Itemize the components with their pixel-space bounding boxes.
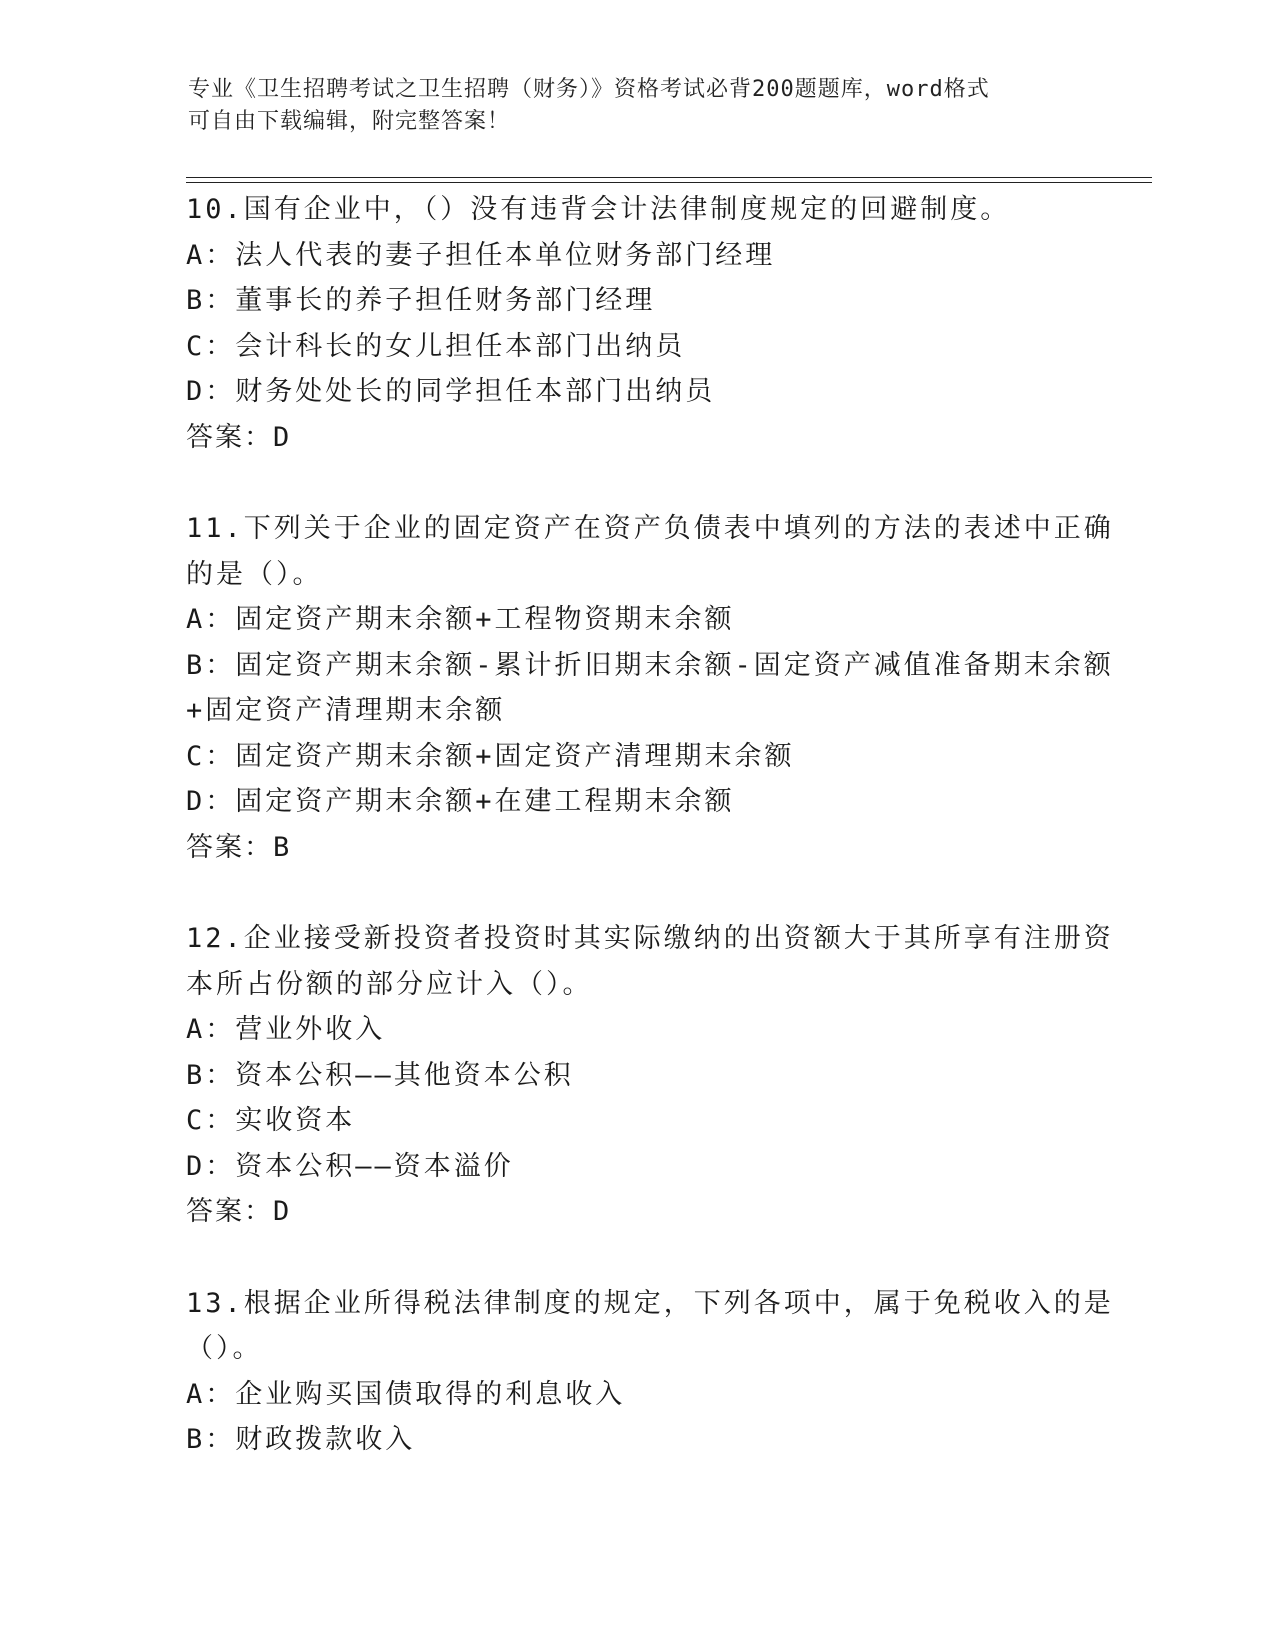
option-line: B：财政拨款收入 (186, 1424, 416, 1455)
option-line: A：法人代表的妻子担任本单位财务部门经理 (186, 239, 776, 271)
option-line: B：资本公积——其他资本公积 (186, 1059, 574, 1091)
question-stem: 12.企业接受新投资者投资时其实际缴纳的出资额大于其所享有注册资 (186, 923, 1114, 954)
answer-line: 答案：D (186, 1196, 292, 1227)
question-stem: （）。 (186, 1333, 263, 1364)
option-line: D：固定资产期末余额+在建工程期末余额 (186, 786, 735, 817)
option-line: D：财务处处长的同学担任本部门出纳员 (186, 376, 716, 407)
option-line: A：企业购买国债取得的利息收入 (186, 1378, 626, 1410)
answer-line: 答案：D (186, 421, 292, 453)
option-line: A：营业外收入 (186, 1014, 386, 1045)
option-line: C：实收资本 (186, 1105, 356, 1136)
option-line: A：固定资产期末余额+工程物资期末余额 (186, 604, 735, 635)
question-stem: 10.国有企业中，（）没有违背会计法律制度规定的回避制度。 (186, 194, 1011, 225)
answer-line: 答案：B (186, 831, 292, 863)
option-line: B：董事长的养子担任财务部门经理 (186, 285, 656, 316)
question-block (186, 916, 1114, 1235)
question-block (186, 506, 1114, 870)
option-line: +固定资产清理期末余额 (186, 695, 506, 726)
question-block (186, 187, 1086, 460)
question-stem: 本所占份额的部分应计入（）。 (186, 968, 593, 1000)
document-header (188, 74, 1068, 138)
question-stem: 11.下列关于企业的固定资产在资产负债表中填列的方法的表述中正确 (186, 513, 1114, 544)
question-list (186, 187, 1114, 1509)
option-line: C：固定资产期末余额+固定资产清理期末余额 (186, 740, 795, 772)
question-stem: 13.根据企业所得税法律制度的规定，下列各项中，属于免税收入的是 (186, 1287, 1114, 1319)
question-block (186, 1281, 1114, 1463)
option-line: B：固定资产期末余额-累计折旧期末余额-固定资产减值准备期末余额 (186, 649, 1114, 681)
header-line-2: 可自由下载编辑，附完整答案！ (188, 109, 511, 134)
header-rule-top (186, 177, 1152, 178)
option-line: D：资本公积——资本溢价 (186, 1150, 514, 1182)
question-stem: 的是（）。 (186, 558, 323, 590)
header-line-1: 专业《卫生招聘考试之卫生招聘（财务）》资格考试必背200题题库，word格式 (188, 77, 990, 102)
header-rule-bottom (186, 182, 1152, 183)
option-line: C：会计科长的女儿担任本部门出纳员 (186, 330, 686, 362)
